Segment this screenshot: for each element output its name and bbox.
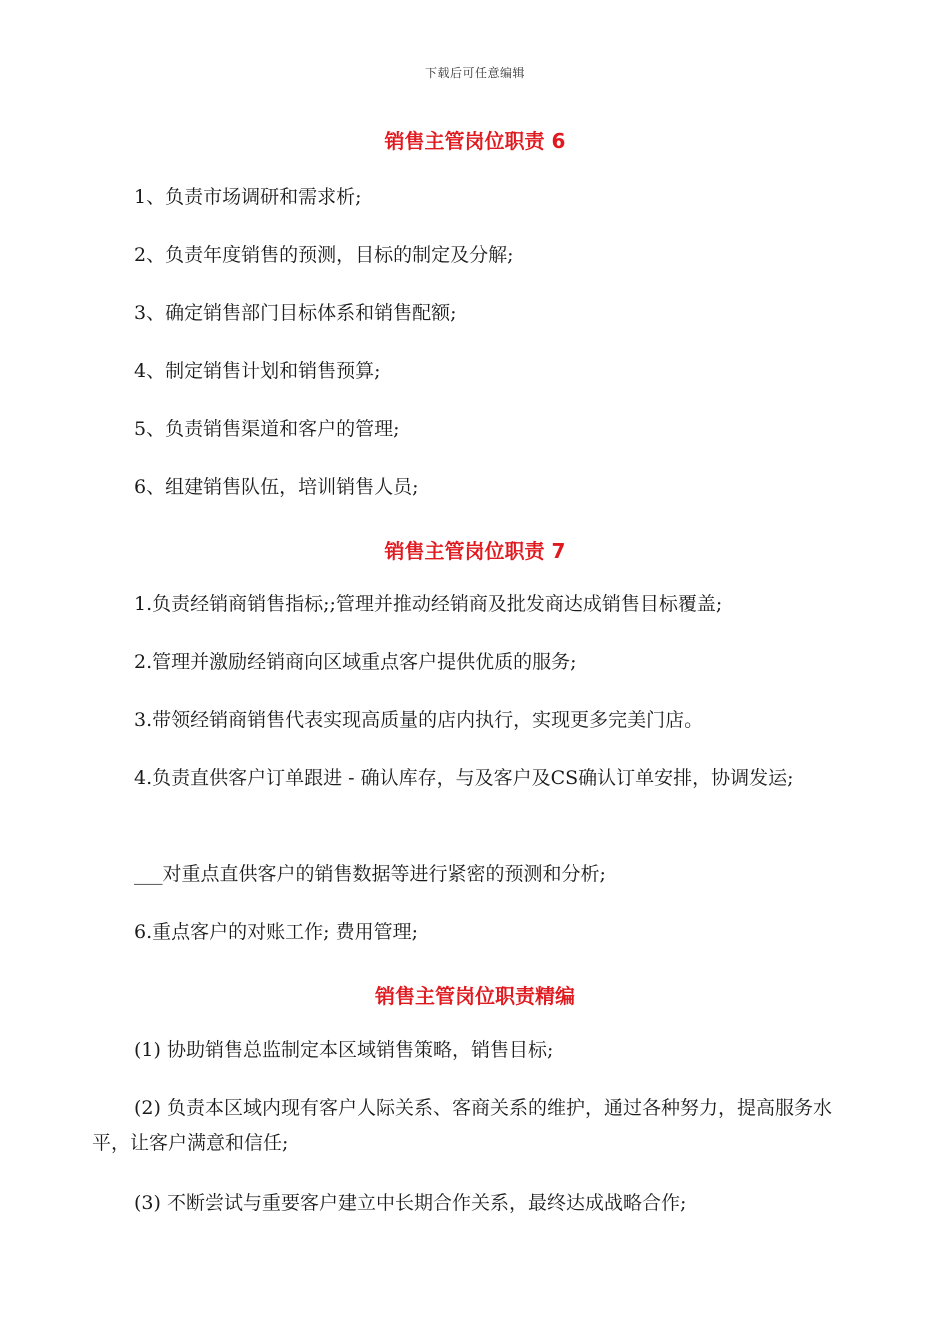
header-note: 下载后可任意编辑 (424, 66, 525, 80)
list-item: (1) 协助销售总监制定本区域销售策略，销售目标; (134, 1039, 554, 1061)
list-item: 4、制定销售计划和销售预算; (134, 360, 381, 382)
list-item: 6、组建销售队伍，培训销售人员; (134, 476, 419, 498)
list-item: 3.带领经销商销售代表实现高质量的店内执行，实现更多完美门店。 (134, 709, 704, 731)
list-item: 3、确定销售部门目标体系和销售配额; (134, 302, 457, 324)
section-title-1: 销售主管岗位职责 6 (384, 129, 566, 153)
section-title-2: 销售主管岗位职责 7 (384, 539, 566, 563)
section-title-3: 销售主管岗位职责精编 (375, 984, 575, 1008)
list-item: 6.重点客户的对账工作; 费用管理; (134, 921, 418, 943)
list-item: 2.管理并激励经销商向区域重点客户提供优质的服务; (134, 651, 577, 673)
list-item: 1、负责市场调研和需求析; (134, 186, 362, 208)
list-item: 4.负责直供客户订单跟进 - 确认库存，与及客户及CS确认订单安排，协调发运; (134, 767, 794, 789)
list-item: 5、负责销售渠道和客户的管理; (134, 418, 400, 440)
list-item: ___对重点直供客户的销售数据等进行紧密的预测和分析; (134, 863, 606, 885)
list-item: 2、负责年度销售的预测，目标的制定及分解; (134, 244, 514, 266)
list-item: (2) 负责本区域内现有客户人际关系、客商关系的维护，通过各种努力，提高服务水平，让客户满意和信任; (92, 1097, 832, 1154)
list-item: 1.负责经销商销售指标;;管理并推动经销商及批发商达成销售目标覆盖; (134, 593, 723, 615)
list-item: (3) 不断尝试与重要客户建立中长期合作关系，最终达成战略合作; (134, 1192, 687, 1214)
